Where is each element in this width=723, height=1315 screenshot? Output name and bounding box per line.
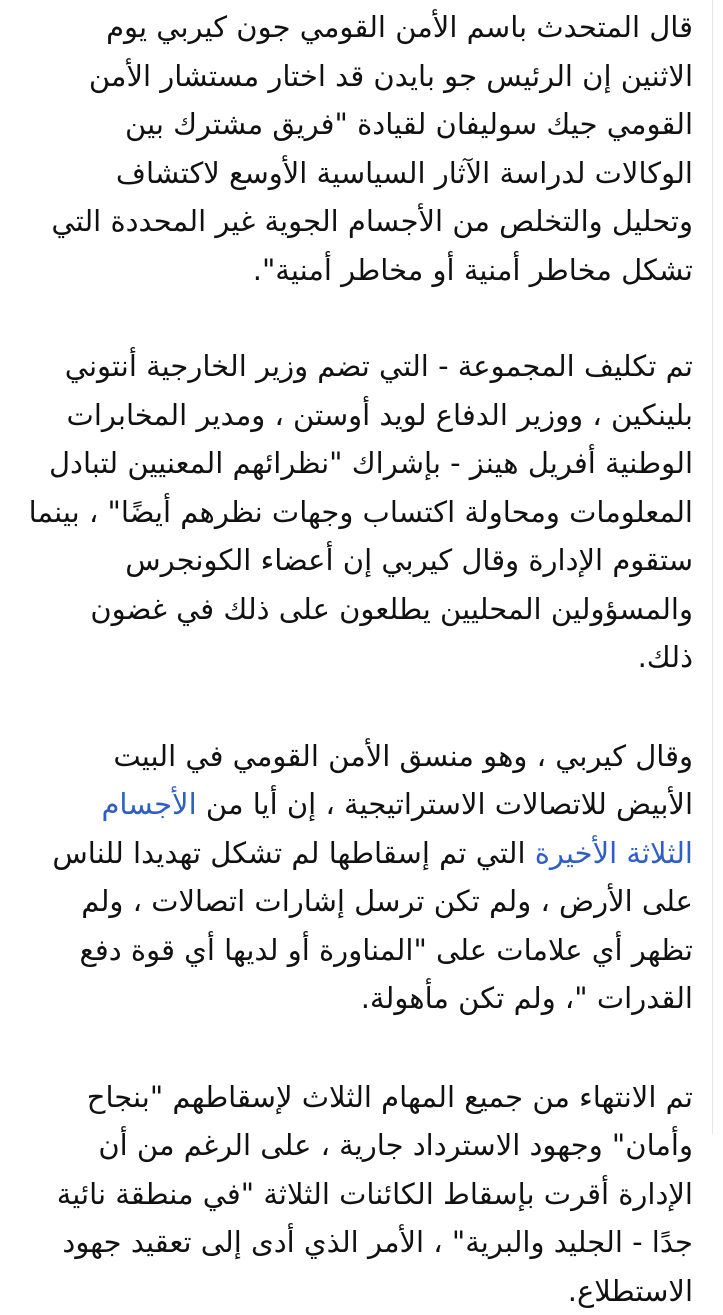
paragraph-2: تم تكليف المجموعة - التي تضم وزير الخارجية أنتوني بلينكين ، ووزير الدفاع لويد أوستن ، ومدير المخابرات الوطنية أفريل هينز - بإشراك "نظرائهم المعنيين لتبادل المعلومات ومحاولة اكتساب وجهات نظرهم أيضًا" ، بينما ستقوم الإدارة وقال كيربي إن أعضاء الكونجرس والمسؤولين المحليين يطلعون على ذلك في غضون ذلك. <box>28 342 693 682</box>
paragraph-4: تم الانتهاء من جميع المهام الثلاث لإسقاطهم "بنجاح وأمان" وجهود الاسترداد جارية ، على الرغم من أن الإدارة أقرت بإسقاط الكائنات الثلاثة "في منطقة نائية جدًا - الجليد والبرية" ، الأمر الذي أدى إلى تعقيد جهود الاستطلاع. <box>28 1073 693 1315</box>
objects-article-link[interactable]: الأجسام الثلاثة الأخيرة <box>101 787 693 870</box>
article-body <box>28 0 693 1315</box>
paragraph-3-text-before-link: وقال كيربي ، وهو منسق الأمن القومي في البيت الأبيض للاتصالات الاستراتيجية ، إن أيا من <box>113 739 693 822</box>
paragraph-1: قال المتحدث باسم الأمن القومي جون كيربي يوم الاثنين إن الرئيس جو بايدن قد اختار مستشار الأمن القومي جيك سوليفان لقيادة "فريق مشترك بين الوكالات لدراسة الآثار السياسية الأوسع لاكتشاف وتحليل والتخلص من الأجسام الجوية غير المحددة التي تشكل مخاطر أمنية أو مخاطر أمنية". <box>28 0 693 294</box>
scroll-edge-divider <box>712 0 713 1134</box>
paragraph-3 <box>28 732 693 1023</box>
paragraph-3-text-after-link: التي تم إسقاطها لم تشكل تهديدا للناس على الأرض ، ولم تكن ترسل إشارات اتصالات ، ولم تظهر أي علامات على "المناورة أو لديها أي قوة دفع القدرات "، ولم تكن مأهولة. <box>52 836 693 1016</box>
